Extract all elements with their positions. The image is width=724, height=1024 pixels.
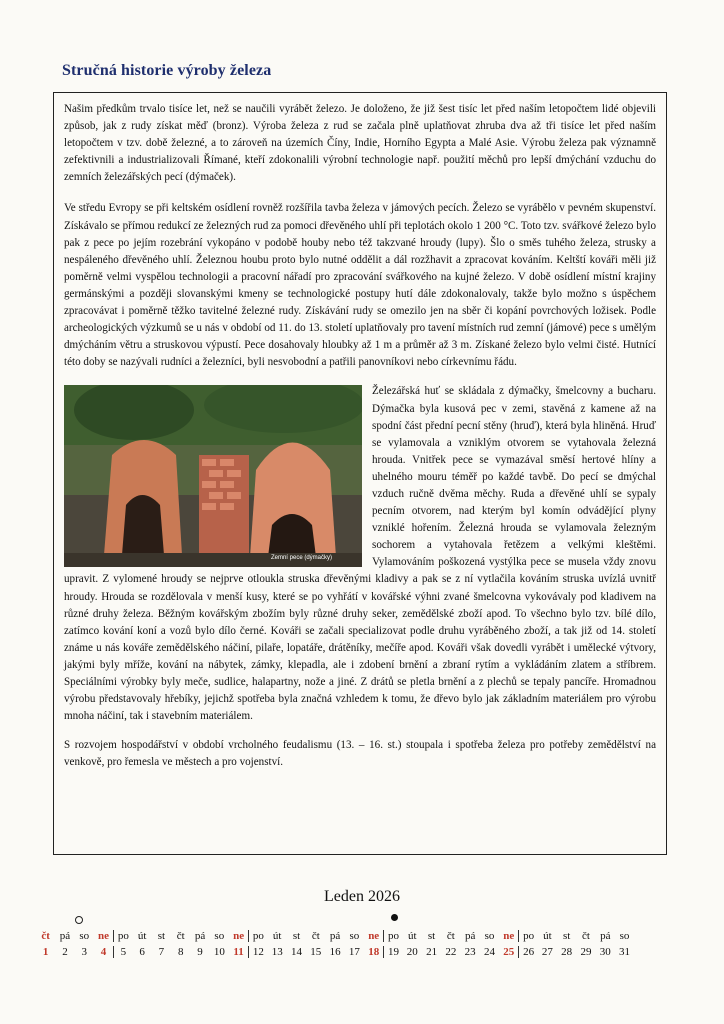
calendar-day: 27 [541,946,553,958]
calendar-day: 30 [599,946,611,958]
paragraph-intro: Našim předkům trvalo tisíce let, než se naučili vyrábět železo. Je doloženo, že již šest tisíc let před naším letopočtem lidé objevili způsob, jak z rudy získat měď (bronz). Výroba železa z rud se začala plně uplatňovat zhruba dva až tři tisíce let před naším letopočtem v tzv. době železné, a to zároveň na územích Číny, Indie, Horního Egypta a Malé Asie. Výrobu železa pak významně zefektivnili a industrializovali Římané, kteří zdokonalili výrobní technologie např. použití měchů pro lepší dmýchání vzduchu do zemních železářských pecí (dýmaček). [64,103,656,184]
calendar-day: 11 [233,946,244,958]
calendar-dayname: st [562,930,571,942]
calendar-dayname: čt [311,930,320,942]
calendar-day: 21 [426,946,438,958]
calendar-dayname: út [137,930,147,942]
calendar-dayname: čt [446,930,455,942]
calendar-day: 4 [100,946,107,958]
calendar-day: 28 [561,946,573,958]
calendar-dayname: so [349,930,360,942]
paragraph-feudalism: S rozvojem hospodářství v období vrcholného feudalismu (13. – 16. st.) stoupala i spotřeba železa pro potřeby zemědělství na venkově, pro řemesla ve městech a pro vojenství. [64,739,656,769]
calendar-dayname: út [272,930,282,942]
calendar-dayname: pá [329,930,341,942]
article-box [53,92,667,855]
calendar-dayname: st [157,930,166,942]
calendar-dayname: út [408,930,417,942]
calendar-day: 8 [177,946,184,958]
calendar-dayname: so [79,930,90,942]
calendar-dayname: st [427,930,436,942]
calendar-day: 26 [518,946,537,958]
calendar-dayname: po [248,930,267,942]
calendar-dayname: st [292,930,301,942]
calendar-dayname: ne [98,930,110,942]
calendar-day: 6 [139,946,145,958]
calendar-day: 24 [483,946,495,958]
calendar-day: 23 [464,946,476,958]
furnace-photo [64,385,362,567]
calendar-day: 16 [329,946,341,958]
calendar-day-names [36,930,696,942]
calendar-day: 15 [310,946,322,958]
calendar-dayname: so [619,930,630,942]
new-moon-marker [75,916,83,924]
full-moon-marker [391,914,398,921]
calendar-day: 31 [619,946,631,958]
calendar-day: 1 [42,946,49,958]
calendar-dayname: čt [581,930,590,942]
furnace-photo-illustration [64,385,362,567]
calendar-day: 2 [62,946,68,958]
calendar-dayname: po [383,930,402,942]
calendar-day: 3 [81,946,87,958]
paragraph-ironworks: Železářská huť se skládala z dýmačky, šmelcovny a bucharu. Dýmačka byla kusová pec v zemi, stavěná z kamene až na spodní část přední pecní stěny (hruď), která byla hliněná. Hruď se vylamovala a vzniklým otvorem se vytahovala železná hrouda. Vnitřek pece se vymazával směsí hertové hlíny a uhelného mouru téměř po každé tavbě. Do pecí se dmýchal vzduch ručně dvěma měchy. Ruda a dřevěné uhlí se sypaly pecním otvorem, nad kterým byl komín odvádějící plyny vzniklé hořením. Železná hrouda se vylamovala železným sochorem a vytahovala řetězem a velkými kleštěmi. Vylamováním poškozená vystýlka pece se musela vždy znovu upravit. Z vylomené hroudy se nejprve otloukla struska dřevěnými kladivy a pak se z ní vytlačila kováním struska uvízlá uvnitř hroudy. Hrouda se rozdělovala v menší kusy, které se po vyhřátí v kovářské výhni zvané šmelcovna vykovávaly pod kladivem na různé druhy železa. Běžným kovářským zbožím byly různé druhy seker, zemědělské zboží apod. To všechno bylo tzv. bílé dílo, zatímco kování koní a vozů bylo dílo černé. Kováři se začali specializovat podle druhu vyráběného zboží, a tak již od 14. století známe u nás kováře zemědělského náčiní, pilaře, lopatáře, drátěníky, mečíře apod. Kováři však dovedli vyrábět i umělecké výtvory, jakými byly mříže, kování na nábytek, zámky, klepadla, ale i zdobení brnění a zbraní rytím a vykládáním zlatem a stříbrem. Speciálními výrobky byly meče, sudlice, halapartny, nože a jiné. Z drátů se pletla brnění a z plechů se tepaly pancíře. Hromadnou výrobu představovaly hřebíky, jejichž spotřeba byla značná vzhledem k tomu, že dřevo bylo jak základním materiálem pro výrobu mnoha náčiní, tak i stavebním materiálem. [64,385,656,723]
calendar-dayname: čt [41,930,50,942]
page-title: Stručná historie výroby železa [62,62,272,79]
calendar-day: 5 [113,946,132,958]
calendar-day: 14 [291,946,302,958]
calendar-dayname: po [113,930,132,942]
calendar-day: 13 [271,946,283,958]
calendar-dayname: so [214,930,225,942]
calendar-day: 19 [383,946,402,958]
calendar-dayname: pá [59,930,71,942]
photo-caption: Zemní pece (dýmačky) [270,555,332,562]
calendar-day: 12 [248,946,267,958]
calendar-title: Leden 2026 [324,888,400,905]
calendar-dayname: pá [464,930,476,942]
calendar-day: 10 [213,946,225,958]
calendar-dayname: pá [194,930,206,942]
calendar-day: 25 [503,946,515,958]
calendar-day-numbers [36,946,696,958]
calendar-dayname: so [484,930,495,942]
calendar-day: 18 [368,946,380,958]
calendar-day: 7 [158,946,165,958]
calendar-dayname: ne [368,930,380,942]
calendar-dayname: po [518,930,537,942]
calendar-day: 20 [406,946,418,958]
calendar-dayname: ne [503,930,515,942]
calendar-dayname: út [543,930,552,942]
paragraph-celts: Ve středu Evropy se při keltském osídlení rovněž rozšířila tavba železa v jámových pecích. Železo se vyrábělo v pevném skupenství. Získávalo se přímou redukcí ze železných rud za pomoci dřevěného uhlí při teplotách okolo 1 200 °C. Toto tzv. svářkové železo bylo pak z pece po jejím rozebrání vykopáno v podobě houby nebo též takzvané hroudy (lupy). Šlo o směs tuhého železa, strusky a nespáleného dřevěného uhlí. Železnou houbu proto bylo nutné oddělit a dál rozžhavit a zpracovat kováním. Keltští kováři měli již poměrně velmi vyspělou technologii a pracovní nářadí pro zpracování svářkového na kujné železo. V době osídlení místní krajiny germánskými a později slovanskými kmeny se technologické postupy hutí dále zdokonalovaly, takže bylo možno s úspěchem zpracovávat i poměrně těžko tavitelné železné rudy. Získávání rudy se omezilo jen na sběr či kopání povrchových ložisek. Podle archeologických výzkumů se u nás v období od 11. do 13. století uplatňovaly pro tavení místních rud zemní (jámové) pece s umělým dmýcháním větru a struskovou výpustí. Pece dosahovaly hloubky až 1 m a průměr až 3 m. Získané železo bylo velmi čisté. Hutnící této doby se nazývali rudníci a železníci, byli nesvobodní a patřili panovníkovi nebo církevnímu řádu. [64,202,656,369]
calendar-dayname: pá [600,930,611,942]
calendar-day: 9 [197,946,203,958]
calendar-dayname: ne [233,930,245,942]
calendar-day: 29 [580,946,592,958]
calendar-day: 17 [348,946,360,958]
calendar-day: 22 [445,946,457,958]
calendar-dayname: čt [176,930,185,942]
